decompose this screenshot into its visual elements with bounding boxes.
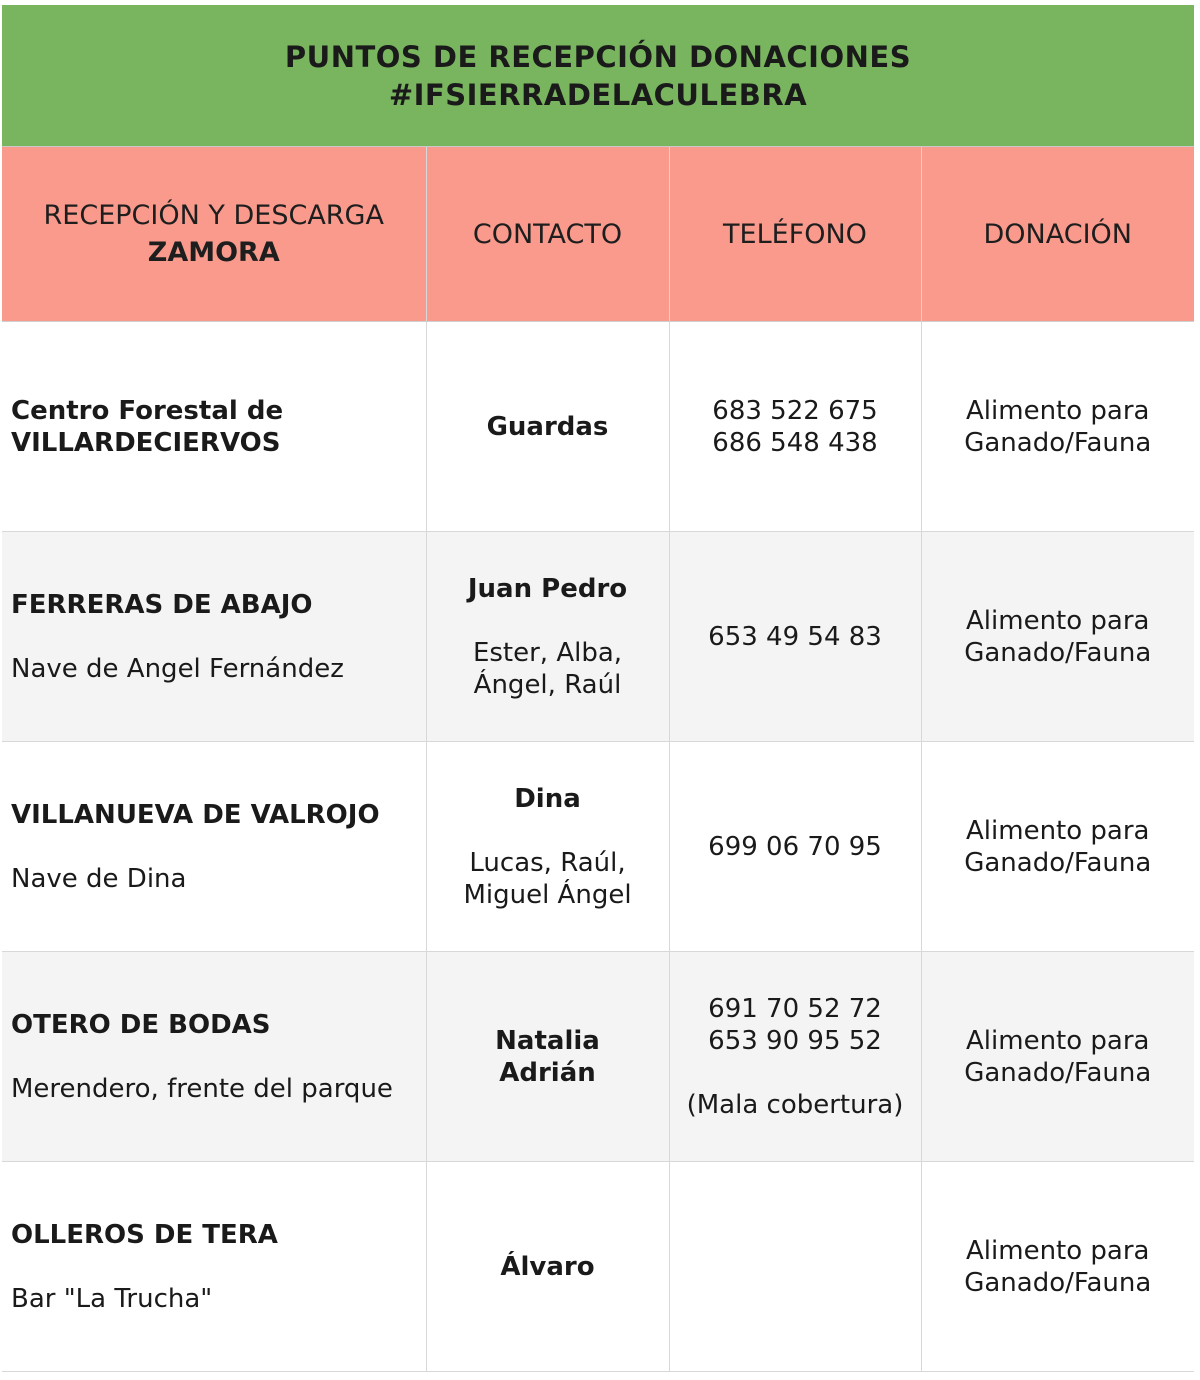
donation-line-1: Alimento para [966,1235,1150,1266]
phone-cell [669,742,921,952]
place-name: VILLANUEVA DE VALROJO [11,799,380,830]
donation-cell [921,952,1194,1162]
phone-number[interactable]: 683 522 675 [712,395,878,426]
table-row [2,532,1194,742]
donation-line-2: Ganado/Fauna [964,847,1152,878]
place-detail: Nave de Dina [11,863,187,894]
phone-number[interactable]: 691 70 52 72 [708,993,882,1024]
place-cell [2,742,426,952]
place-cell [2,532,426,742]
contact-name-line-1: Natalia [495,1025,600,1056]
contact-others-line-1: Ester, Alba, [472,637,623,668]
place-detail: Bar "La Trucha" [11,1283,213,1314]
phone-cell [669,532,921,742]
title-hashtag: #IFSIERRADELACULEBRA [388,77,808,112]
donation-line-2: Ganado/Fauna [964,637,1152,668]
donation-cell [921,322,1194,532]
table-row [2,1162,1194,1372]
place-name: OLLEROS DE TERA [11,1219,278,1250]
donation-cell [921,742,1194,952]
phone-cell [669,952,921,1162]
donation-line-2: Ganado/Fauna [964,427,1152,458]
contact-name: Álvaro [500,1251,595,1282]
contact-others-line-2: Miguel Ángel [463,879,632,910]
phone-cell-empty [669,1162,921,1372]
place-name: FERRERAS DE ABAJO [11,589,313,620]
place-name-line-2: VILLARDECIERVOS [11,427,281,458]
donation-line-1: Alimento para [966,605,1150,636]
contact-others-line-1: Lucas, Raúl, [469,847,626,878]
place-cell [2,1162,426,1372]
contact-cell [426,742,669,952]
place-detail: Merendero, frente del parque [11,1073,393,1104]
donation-line-2: Ganado/Fauna [964,1057,1152,1088]
header-donation: DONACIÓN [921,147,1194,322]
phone-number[interactable]: 653 90 95 52 [708,1025,882,1056]
donation-points-table [2,147,1194,1372]
contact-cell [426,322,669,532]
donation-points-sheet [2,5,1194,1372]
place-name: OTERO DE BODAS [11,1009,271,1040]
header-reception [2,147,426,322]
header-contact: CONTACTO [426,147,669,322]
title-line-1: PUNTOS DE RECEPCIÓN DONACIONES [284,39,912,74]
phone-cell [669,322,921,532]
donation-line-1: Alimento para [966,815,1150,846]
header-row [2,147,1194,322]
contact-cell [426,952,669,1162]
contact-cell [426,532,669,742]
contact-name: Guardas [486,411,609,442]
table-row [2,742,1194,952]
donation-line-1: Alimento para [966,395,1150,426]
phone-number[interactable]: 699 06 70 95 [708,831,882,862]
contact-cell [426,1162,669,1372]
place-name-line-1: Centro Forestal de [11,395,284,426]
contact-main: Dina [514,783,581,814]
contact-main: Juan Pedro [467,573,628,604]
donation-cell [921,532,1194,742]
contact-others-line-2: Ángel, Raúl [473,669,622,700]
header-phone: TELÉFONO [669,147,921,322]
contact-name-line-2: Adrián [499,1057,596,1088]
donation-line-2: Ganado/Fauna [964,1267,1152,1298]
phone-number[interactable]: 653 49 54 83 [708,621,882,652]
header-reception-label: RECEPCIÓN Y DESCARGA [43,200,384,231]
place-cell [2,322,426,532]
place-cell [2,952,426,1162]
place-detail: Nave de Angel Fernández [11,653,344,684]
header-province: ZAMORA [147,237,280,268]
table-row [2,952,1194,1162]
table-row [2,322,1194,532]
donation-cell [921,1162,1194,1372]
phone-note: (Mala cobertura) [686,1089,904,1120]
phone-number[interactable]: 686 548 438 [712,427,878,458]
title-banner [2,5,1194,147]
donation-line-1: Alimento para [966,1025,1150,1056]
